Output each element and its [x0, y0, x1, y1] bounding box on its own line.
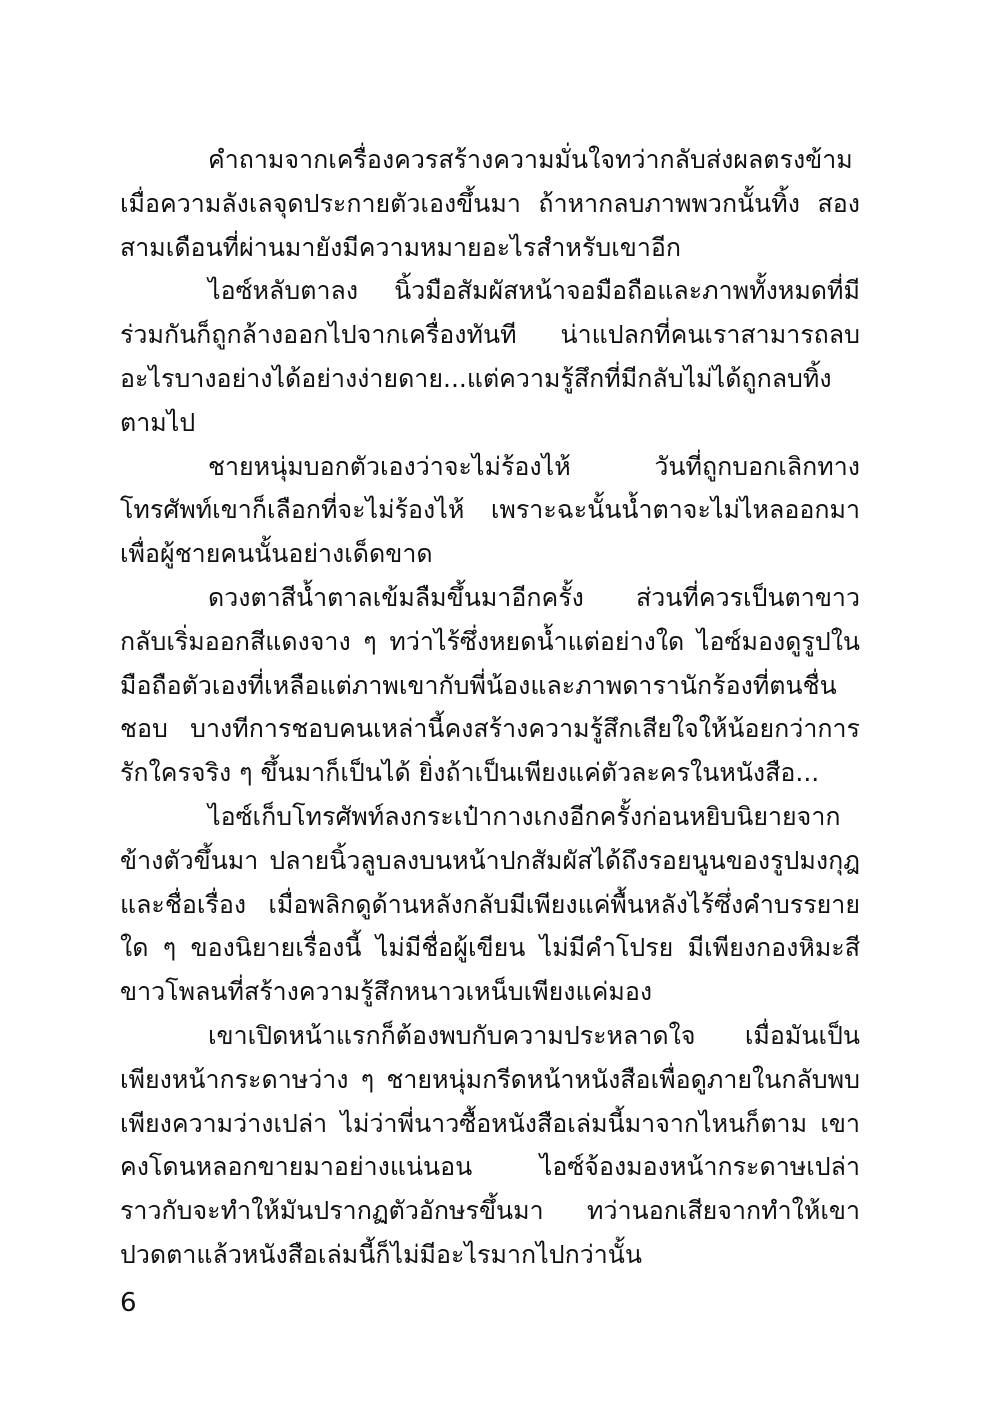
paragraph-5: ไอซ์เก็บโทรศัพท์ลงกระเป๋ากางเกงอีกครั้งก่อนหยิบนิยายจากข้างตัวขึ้นมา ปลายนิ้วลูบลงบนหน้าปกสัมผัสได้ถึงรอยนูนของรูปมงกุฎและชื่อเรื่อง เมื่อพลิกดูด้านหลังกลับมีเพียงแค่พื้นหลังไร้ซึ่งคำบรรยายใด ๆ ของนิยายเรื่องนี้ ไม่มีชื่อผู้เขียน ไม่มีคำโปรย มีเพียงกองหิมะสีขาวโพลนที่สร้างความรู้สึกหนาวเหน็บเพียงแค่มอง [120, 801, 860, 1007]
paragraph-3: ชายหนุ่มบอกตัวเองว่าจะไม่ร้องไห้ วันที่ถูกบอกเลิกทางโทรศัพท์เขาก็เลือกที่จะไม่ร้องไห้ เพราะฉะนั้นน้ำตาจะไม่ไหลออกมาเพื่อผู้ชายคนนั้นอย่างเด็ดขาด [120, 451, 860, 569]
paragraph-2: ไอซ์หลับตาลง นิ้วมือสัมผัสหน้าจอมือถือและภาพทั้งหมดที่มีร่วมกันก็ถูกล้างออกไปจากเครื่องทันที น่าแปลกที่คนเราสามารถลบอะไรบางอย่างได้อย่างง่ายดาย...แต่ความรู้สึกที่มีกลับไม่ได้ถูกลบทิ้งตามไป [120, 276, 860, 437]
body-text [120, 138, 860, 1277]
paragraph-6: เขาเปิดหน้าแรกก็ต้องพบกับความประหลาดใจ เมื่อมันเป็นเพียงหน้ากระดาษว่าง ๆ ชายหนุ่มกรีดหน้าหนังสือเพื่อดูภายในกลับพบเพียงความว่างเปล่า ไม่ว่าพี่นาวซื้อหนังสือเล่มนี้มาจากไหนก็ตาม เขาคงโดนหลอกขายมาอย่างแน่นอน ไอซ์จ้องมองหน้ากระดาษเปล่าราวกับจะทำให้มันปรากฏตัวอักษรขึ้นมา ทว่านอกเสียจากทำให้เขาปวดตาแล้วหนังสือเล่มนี้ก็ไม่มีอะไรมากไปกว่านั้น [120, 1020, 860, 1269]
paragraph-4: ดวงตาสีน้ำตาลเข้มลืมขึ้นมาอีกครั้ง ส่วนที่ควรเป็นตาขาวกลับเริ่มออกสีแดงจาง ๆ ทว่าไร้ซึ่งหยดน้ำแต่อย่างใด ไอซ์มองดูรูปในมือถือตัวเองที่เหลือแต่ภาพเขากับพี่น้องและภาพดารานักร้องที่ตนชื่นชอบ บางทีการชอบคนเหล่านี้คงสร้างความรู้สึกเสียใจให้น้อยกว่าการรักใครจริง ๆ ขึ้นมาก็เป็นได้ ยิ่งถ้าเป็นเพียงแค่ตัวละครในหนังสือ... [120, 582, 860, 788]
paragraph-1: คำถามจากเครื่องควรสร้างความมั่นใจทว่ากลับส่งผลตรงข้าม เมื่อความลังเลจุดประกายตัวเองขึ้นมา ถ้าหากลบภาพพวกนั้นทิ้ง สองสามเดือนที่ผ่านมายังมีความหมายอะไรสำหรับเขาอีก [120, 145, 860, 262]
page-number: 6 [120, 1288, 137, 1318]
